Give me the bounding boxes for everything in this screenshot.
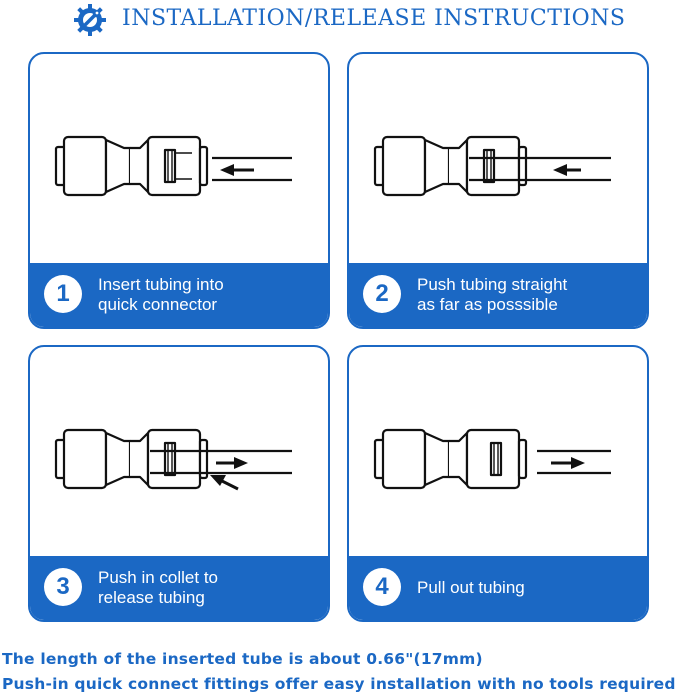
connector-diagram-push <box>349 54 647 264</box>
step-text: Push tubing straight as far as posssible <box>417 275 568 314</box>
header <box>0 0 679 40</box>
step-panel-3 <box>28 345 330 622</box>
connector-diagram-pull-out <box>349 347 647 557</box>
gear-wrench-icon <box>72 2 108 38</box>
step-text: Pull out tubing <box>417 578 525 597</box>
step-banner <box>349 556 647 620</box>
connector-diagram-insert <box>30 54 328 264</box>
note-tube-length: The length of the inserted tube is about 0.66"(17mm) <box>2 650 483 668</box>
note-easy-install: Push-in quick connect fittings offer easy installation with no tools required <box>2 675 676 693</box>
step-number-badge: 1 <box>44 275 82 313</box>
step-number-badge: 3 <box>44 568 82 606</box>
step-banner <box>30 263 328 327</box>
step-number-badge: 2 <box>363 275 401 313</box>
step-panel-2 <box>347 52 649 329</box>
step-banner <box>349 263 647 327</box>
page-title: INSTALLATION/RELEASE INSTRUCTIONS <box>122 6 626 31</box>
step-text: Insert tubing into quick connector <box>98 275 224 314</box>
step-number-badge: 4 <box>363 568 401 606</box>
connector-diagram-release <box>30 347 328 557</box>
step-text: Push in collet to release tubing <box>98 568 219 607</box>
step-panel-4 <box>347 345 649 622</box>
step-panel-1 <box>28 52 330 329</box>
step-banner <box>30 556 328 620</box>
